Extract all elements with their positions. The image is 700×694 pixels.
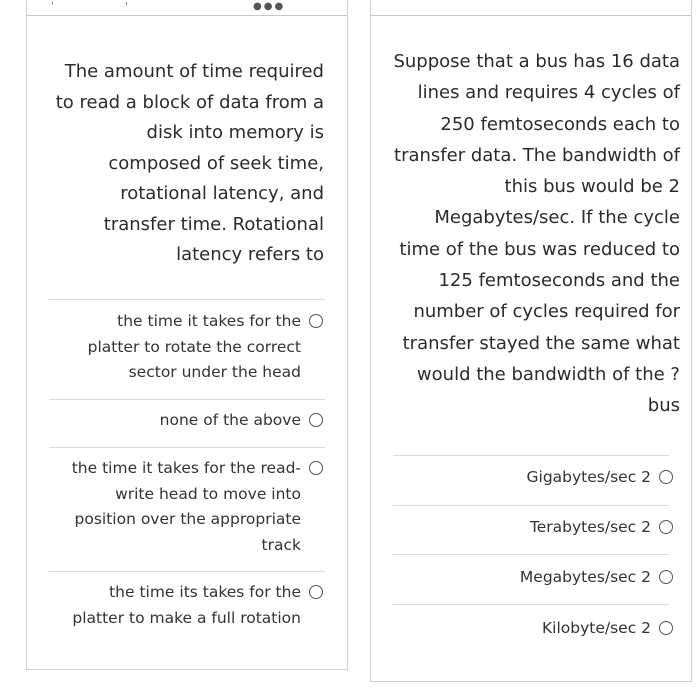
answer-option-label: the time it takes for the read-write head to move into position over the appropriate track bbox=[71, 459, 301, 554]
radio-button[interactable] bbox=[659, 570, 673, 584]
radio-button[interactable] bbox=[309, 461, 323, 475]
answer-option[interactable] bbox=[49, 309, 323, 386]
answer-option[interactable] bbox=[49, 408, 323, 434]
answer-option[interactable] bbox=[49, 456, 323, 558]
radio-button[interactable] bbox=[659, 470, 673, 484]
answer-option[interactable] bbox=[393, 515, 673, 541]
radio-button[interactable] bbox=[309, 314, 323, 328]
divider bbox=[393, 604, 669, 605]
answer-option-label: none of the above bbox=[159, 411, 301, 429]
answer-option-label: Gigabytes/sec 2 bbox=[526, 468, 651, 486]
divider bbox=[393, 505, 669, 506]
answer-option[interactable] bbox=[393, 465, 673, 491]
card-top-edge bbox=[27, 0, 347, 16]
divider bbox=[49, 299, 325, 300]
radio-button[interactable] bbox=[309, 413, 323, 427]
question-text: Suppose that a bus has 16 data lines and requires 4 cycles of 250 femtoseconds each to transfer data. The bandwidth of this bus would be 2 Megabytes/sec. If the cycle time of the bus was reduced to 125 femtoseconds and the number of cycles required for transfer stayed the same what would the bandwidth of the ?bus bbox=[393, 51, 680, 417]
truncated-marker: ' bbox=[51, 1, 56, 12]
divider bbox=[49, 571, 325, 572]
radio-button[interactable] bbox=[659, 520, 673, 534]
radio-button[interactable] bbox=[659, 621, 673, 635]
answer-option[interactable] bbox=[393, 616, 673, 642]
question-text: The amount of time required to read a block of data from a disk into memory is composed of seek time, rotational latency, and transfer time. Rotational latency refers to bbox=[55, 61, 324, 265]
radio-button[interactable] bbox=[309, 585, 323, 599]
answer-option-label: the time its takes for the platter to make a full rotation bbox=[72, 583, 301, 627]
answer-option-label: the time it takes for the platter to rotate the correct sector under the head bbox=[87, 312, 301, 381]
answer-option[interactable] bbox=[393, 565, 673, 591]
card-top-edge bbox=[371, 0, 691, 16]
divider bbox=[49, 447, 325, 448]
answer-option-label: Kilobyte/sec 2 bbox=[541, 619, 651, 637]
question-card-right bbox=[370, 0, 692, 682]
question-card-left bbox=[26, 0, 348, 670]
divider bbox=[49, 399, 325, 400]
divider bbox=[393, 455, 669, 456]
answer-option-label: Terabytes/sec 2 bbox=[529, 518, 651, 536]
truncated-marker: ' bbox=[125, 1, 130, 12]
answer-option[interactable] bbox=[49, 580, 323, 631]
answer-option-label: Megabytes/sec 2 bbox=[519, 568, 651, 586]
truncated-marker: ●●● bbox=[253, 1, 286, 12]
divider bbox=[393, 554, 669, 555]
